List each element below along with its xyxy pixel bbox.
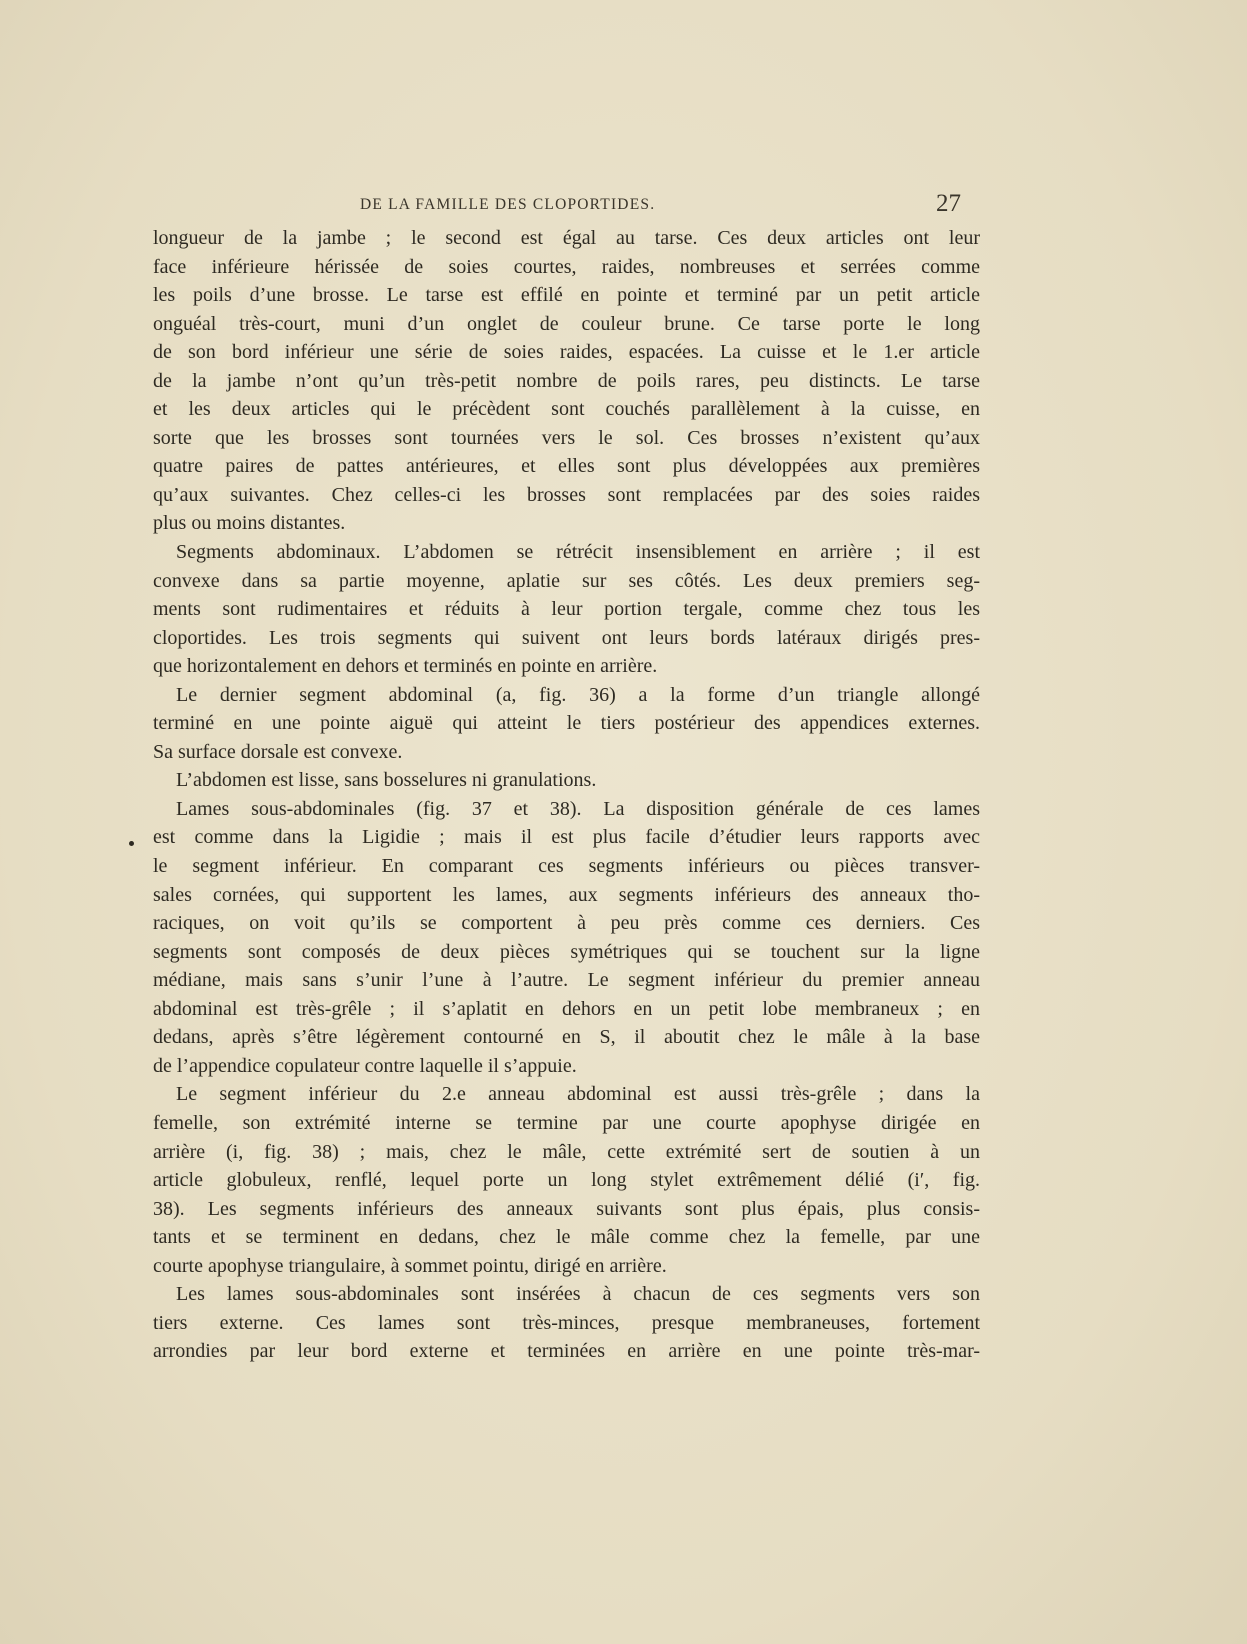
- text-line: ments sont rudimentaires et réduits à leur portion tergale, comme chez tous les: [153, 598, 980, 621]
- text-line: L’abdomen est lisse, sans bosselures ni granulations.: [176, 769, 597, 792]
- text-line: Sa surface dorsale est convexe.: [153, 740, 403, 763]
- page-number: 27: [936, 190, 961, 217]
- running-head: DE LA FAMILLE DES CLOPORTIDES.: [360, 196, 656, 213]
- text-line: de son bord inférieur une série de soies raides, espacées. La cuisse et le 1.er article: [153, 341, 980, 364]
- text-line: Segments abdominaux. L’abdomen se rétrécit insensiblement en arrière ; il est: [176, 541, 980, 564]
- text-line: le segment inférieur. En comparant ces segments inférieurs ou pièces transver-: [153, 855, 980, 878]
- text-line: Les lames sous-abdominales sont insérées à chacun de ces segments vers son: [176, 1283, 980, 1306]
- text-line: est comme dans la Ligidie ; mais il est plus facile d’étudier leurs rapports avec: [153, 826, 980, 849]
- text-line: segments sont composés de deux pièces symétriques qui se touchent sur la ligne: [153, 940, 980, 963]
- text-line: médiane, mais sans s’unir l’une à l’autre. Le segment inférieur du premier anneau: [153, 969, 980, 992]
- text-line: sorte que les brosses sont tournées vers le sol. Ces brosses n’existent qu’aux: [153, 426, 980, 449]
- text-line: les poils d’une brosse. Le tarse est effilé en pointe et terminé par un petit article: [153, 284, 980, 307]
- text-line: et les deux articles qui le précèdent sont couchés parallèlement à la cuisse, en: [153, 398, 980, 421]
- text-line: terminé en une pointe aiguë qui atteint le tiers postérieur des appendices externes.: [153, 712, 980, 735]
- text-line: article globuleux, renflé, lequel porte un long stylet extrêmement délié (i′, fig.: [153, 1169, 980, 1192]
- text-line: sales cornées, qui supportent les lames, aux segments inférieurs des anneaux tho-: [153, 883, 980, 906]
- text-line: que horizontalement en dehors et terminés en pointe en arrière.: [153, 655, 658, 678]
- text-line: de l’appendice copulateur contre laquelle il s’appuie.: [153, 1054, 577, 1077]
- text-line: convexe dans sa partie moyenne, aplatie sur ses côtés. Les deux premiers seg-: [153, 569, 980, 592]
- text-line: tants et se terminent en dedans, chez le mâle comme chez la femelle, par une: [153, 1226, 980, 1249]
- text-line: raciques, on voit qu’ils se comportent à peu près comme ces derniers. Ces: [153, 912, 980, 935]
- text-line: tiers externe. Ces lames sont très-minces, presque membraneuses, fortement: [153, 1311, 980, 1334]
- text-line: longueur de la jambe ; le second est égal au tarse. Ces deux articles ont leur: [153, 227, 980, 249]
- text-line: arrondies par leur bord externe et terminées en arrière en une pointe très-mar-: [153, 1340, 980, 1363]
- text-line: quatre paires de pattes antérieures, et elles sont plus développées aux premières: [153, 455, 980, 478]
- text-line: 38). Les segments inférieurs des anneaux suivants sont plus épais, plus consis-: [153, 1197, 980, 1220]
- text-line: plus ou moins distantes.: [153, 512, 346, 535]
- text-line: cloportides. Les trois segments qui suivent ont leurs bords latéraux dirigés pres-: [153, 626, 980, 649]
- margin-dot-mark: [129, 841, 134, 846]
- text-line: de la jambe n’ont qu’un très-petit nombre de poils rares, peu distincts. Le tarse: [153, 369, 980, 392]
- page-header: [0, 190, 1247, 220]
- text-line: arrière (i, fig. 38) ; mais, chez le mâle, cette extrémité sert de soutien à un: [153, 1140, 980, 1163]
- text-line: abdominal est très-grêle ; il s’aplatit en dehors en un petit lobe membraneux ; en: [153, 997, 980, 1020]
- text-line: Lames sous-abdominales (fig. 37 et 38). La disposition générale de ces lames: [176, 797, 980, 820]
- text-line: courte apophyse triangulaire, à sommet pointu, dirigé en arrière.: [153, 1254, 667, 1277]
- text-line: qu’aux suivantes. Chez celles-ci les brosses sont remplacées par des soies raides: [153, 483, 980, 506]
- text-line: face inférieure hérissée de soies courtes, raides, nombreuses et serrées comme: [153, 255, 980, 278]
- text-line: onguéal très-court, muni d’un onglet de couleur brune. Ce tarse porte le long: [153, 312, 980, 335]
- text-line: Le segment inférieur du 2.e anneau abdominal est aussi très-grêle ; dans la: [176, 1083, 980, 1106]
- body-text: [153, 224, 980, 1366]
- text-line: Le dernier segment abdominal (a, fig. 36) a la forme d’un triangle allongé: [176, 683, 980, 706]
- text-line: femelle, son extrémité interne se termine par une courte apophyse dirigée en: [153, 1111, 980, 1134]
- text-line: dedans, après s’être légèrement contourné en S, il aboutit chez le mâle à la base: [153, 1026, 980, 1049]
